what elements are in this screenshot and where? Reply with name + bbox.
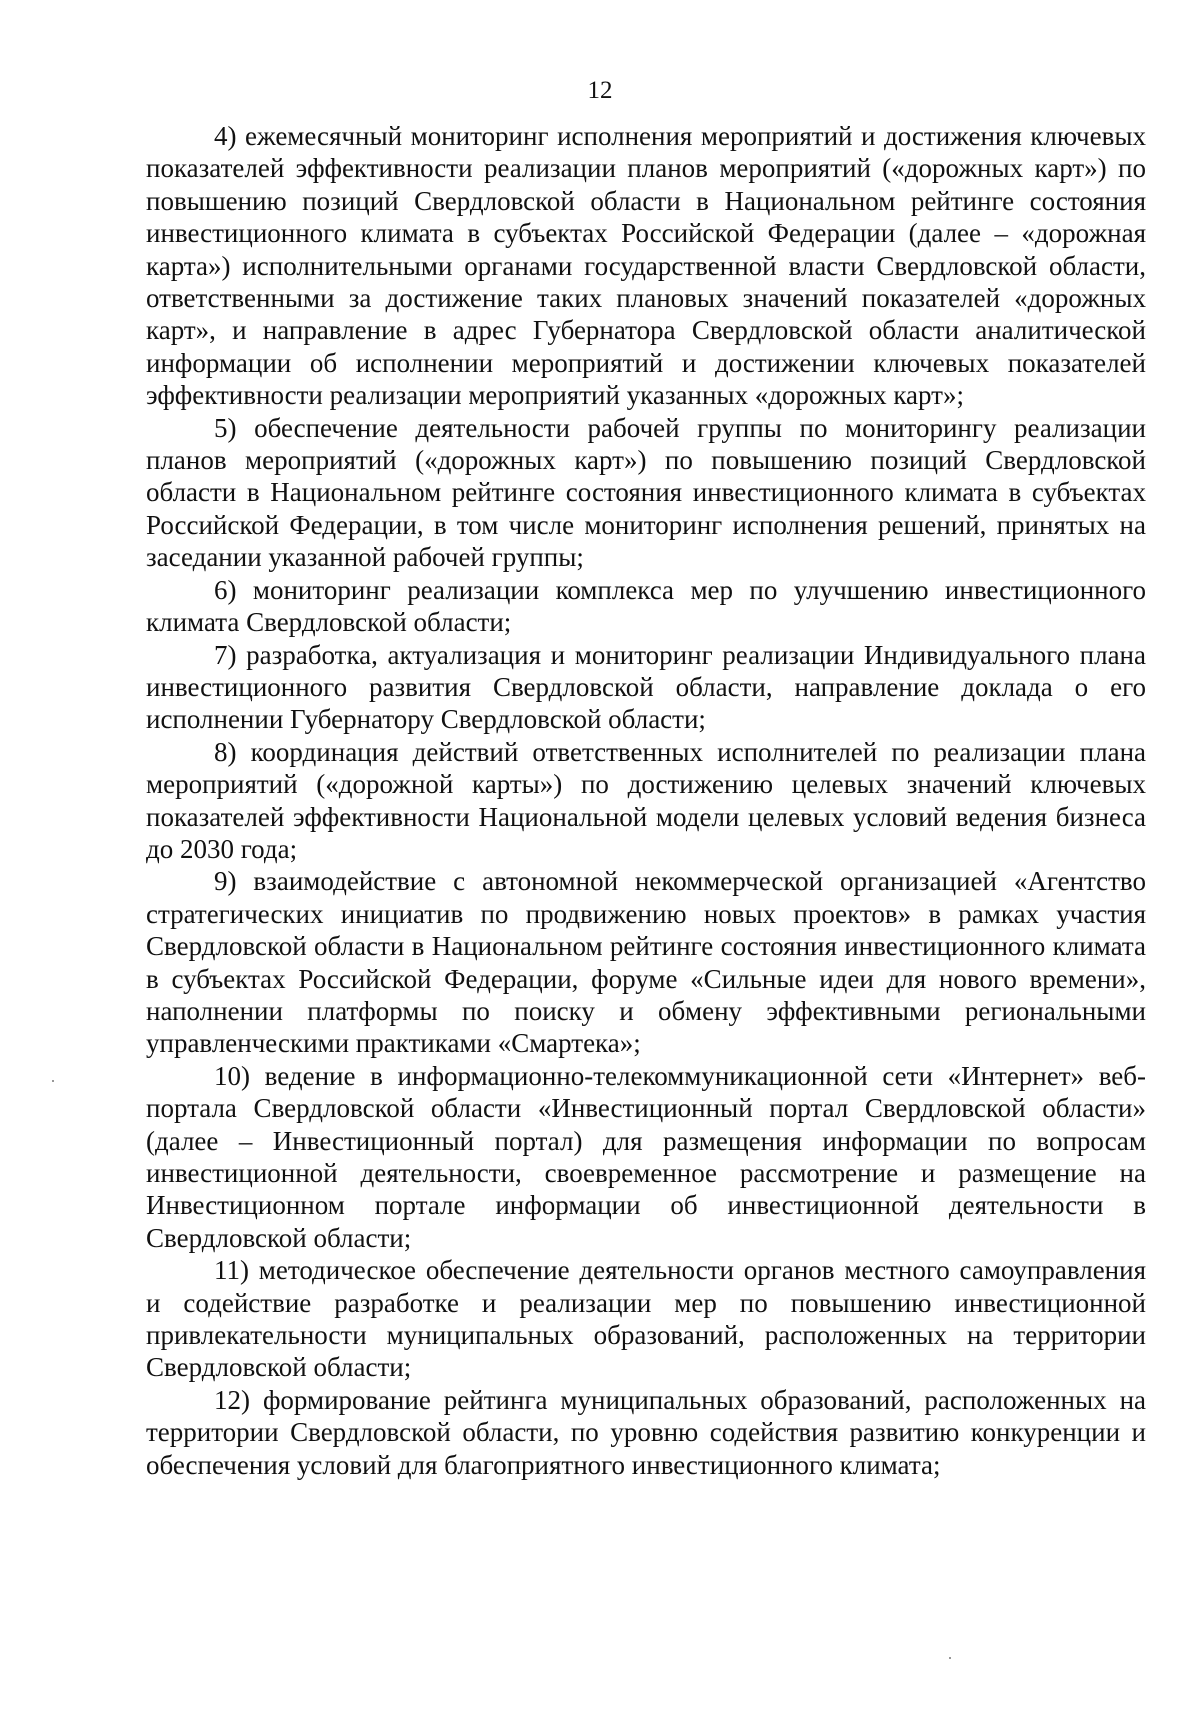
- document-body: [146, 120, 1146, 1481]
- list-item: 6) мониторинг реализации комплекса мер по улучшению инвестиционного климата Свердловской области;: [146, 574, 1146, 638]
- list-item: 9) взаимодействие с автономной некоммерческой организацией «Агентство стратегических инициатив по продвижению новых проектов» в рамках участия Свердловской области в Национальном рейтинге состояния инвестиционного климата в субъектах Российской Федерации, форуме «Сильные идеи для нового времени», наполнении платформы по поиску и обмену эффективными региональными управленческими практиками «Смартека»;: [146, 866, 1146, 1059]
- list-item: 8) координация действий ответственных исполнителей по реализации плана мероприятий («дорожной карты») по достижению целевых значений ключевых показателей эффективности Национальной модели целевых условий ведения бизнеса до 2030 года;: [146, 736, 1146, 864]
- scan-speck: [949, 1657, 951, 1659]
- list-item: 4) ежемесячный мониторинг исполнения мероприятий и достижения ключевых показателей эффективности реализации планов мероприятий («дорожных карт») по повышению позиций Свердловской области в Национальном рейтинге состояния инвестиционного климата в субъектах Российской Федерации (далее – «дорожная карта») исполнительными органами государственной власти Свердловской области, ответственными за достижение таких плановых значений показателей «дорожных карт», и направление в адрес Губернатора Свердловской области аналитической информации об исполнении мероприятий и достижении ключевых показателей эффективности реализации мероприятий указанных «дорожных карт»;: [146, 121, 1146, 411]
- list-item: 11) методическое обеспечение деятельности органов местного самоуправления и содействие разработке и реализации мер по повышению инвестиционной привлекательности муниципальных образований, расположенных на территории Свердловской области;: [146, 1255, 1146, 1383]
- page-number: 12: [587, 77, 613, 104]
- list-item: 5) обеспечение деятельности рабочей группы по мониторингу реализации планов мероприятий («дорожных карт») по повышению позиций Свердловской области в Национальном рейтинге состояния инвестиционного климата в субъектах Российской Федерации, в том числе мониторинг исполнения решений, принятых на заседании указанной рабочей группы;: [146, 412, 1146, 573]
- list-item: 7) разработка, актуализация и мониторинг реализации Индивидуального плана инвестиционного развития Свердловской области, направление доклада о его исполнении Губернатору Свердловской области;: [146, 639, 1146, 735]
- scan-speck: [52, 1080, 54, 1082]
- list-item: 10) ведение в информационно-телекоммуникационной сети «Интернет» веб-портала Свердловской области «Инвестиционный портал Свердловской области» (далее – Инвестиционный портал) для размещения информации по вопросам инвестиционной деятельности, своевременное рассмотрение и размещение на Инвестиционном портале информации об инвестиционной деятельности в Свердловской области;: [146, 1060, 1146, 1253]
- list-item: 12) формирование рейтинга муниципальных образований, расположенных на территории Свердловской области, по уровню содействия развитию конкуренции и обеспечения условий для благоприятного инвестиционного климата;: [146, 1384, 1146, 1480]
